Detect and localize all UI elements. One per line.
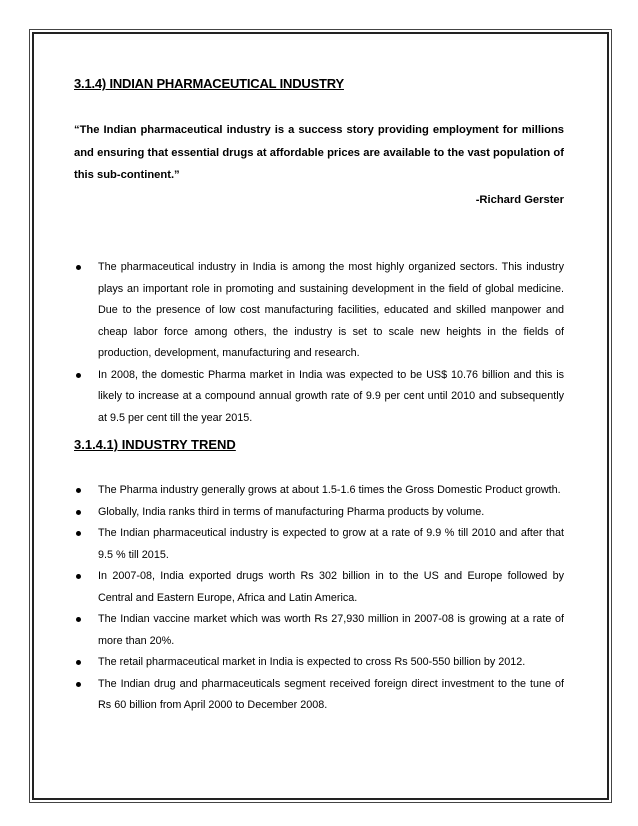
- list-item: [74, 502, 564, 524]
- list-item: [74, 674, 564, 717]
- list-item-text: In 2007-08, India exported drugs worth Rs 302 billion in to the US and Europe followed by Central and Eastern Europe, Africa and Latin America.: [98, 570, 564, 604]
- list-item: [74, 566, 564, 609]
- list-item: [74, 480, 564, 502]
- section-heading: 3.1.4) INDIAN PHARMACEUTICAL INDUSTRY: [74, 76, 344, 91]
- subsection-heading: 3.1.4.1) INDUSTRY TREND: [74, 437, 236, 452]
- list-item-text: The Indian pharmaceutical industry is expected to grow at a rate of 9.9 % till 2010 and after that 9.5 % till 2015.: [98, 527, 564, 561]
- bullet-icon: [76, 660, 81, 665]
- quote-text: “The Indian pharmaceutical industry is a success story providing employment for millions and ensuring that essential drugs at affordable prices are available to the vast population of this sub-continent.”: [74, 124, 564, 181]
- bullet-icon: [76, 373, 81, 378]
- list-item-text: The pharmaceutical industry in India is among the most highly organized sectors. This industry plays an important role in promoting and sustaining development in the field of global medicine. Due to the presence of low cost manufacturing facilities, educated and skilled manpower and cheap labor force among others, the industry is set to scale new heights in the fields of production, development, manufacturing and research.: [98, 261, 564, 359]
- trend-bullet-list: [74, 480, 564, 717]
- list-item-text: The Indian vaccine market which was worth Rs 27,930 million in 2007-08 is growing at a rate of more than 20%.: [98, 613, 564, 647]
- list-item: [74, 652, 564, 674]
- list-item: [74, 257, 564, 365]
- list-item-text: The retail pharmaceutical market in India is expected to cross Rs 500-550 billion by 2012.: [98, 656, 526, 668]
- bullet-icon: [76, 617, 81, 622]
- list-item-text: The Pharma industry generally grows at about 1.5-1.6 times the Gross Domestic Product growth.: [98, 484, 561, 496]
- bullet-icon: [76, 265, 81, 270]
- list-item-text: Globally, India ranks third in terms of manufacturing Pharma products by volume.: [98, 505, 485, 518]
- list-item: [74, 365, 564, 430]
- bullet-icon: [76, 682, 81, 687]
- list-item-text: In 2008, the domestic Pharma market in India was expected to be US$ 10.76 billion and this is likely to increase at a compound annual growth rate of 9.9 per cent until 2010 and subsequently at 9.5 per cent till the year 2015.: [98, 368, 564, 424]
- bullet-icon: [76, 510, 81, 515]
- bullet-icon: [76, 531, 81, 536]
- bullet-icon: [76, 574, 81, 579]
- list-item: [74, 523, 564, 566]
- intro-bullet-list: [74, 257, 564, 429]
- list-item-text: The Indian drug and pharmaceuticals segment received foreign direct investment to the tune of Rs 60 billion from April 2000 to December 2008.: [98, 677, 564, 711]
- bullet-icon: [76, 488, 81, 493]
- quote-author: -Richard Gerster: [475, 194, 564, 206]
- list-item: [74, 609, 564, 652]
